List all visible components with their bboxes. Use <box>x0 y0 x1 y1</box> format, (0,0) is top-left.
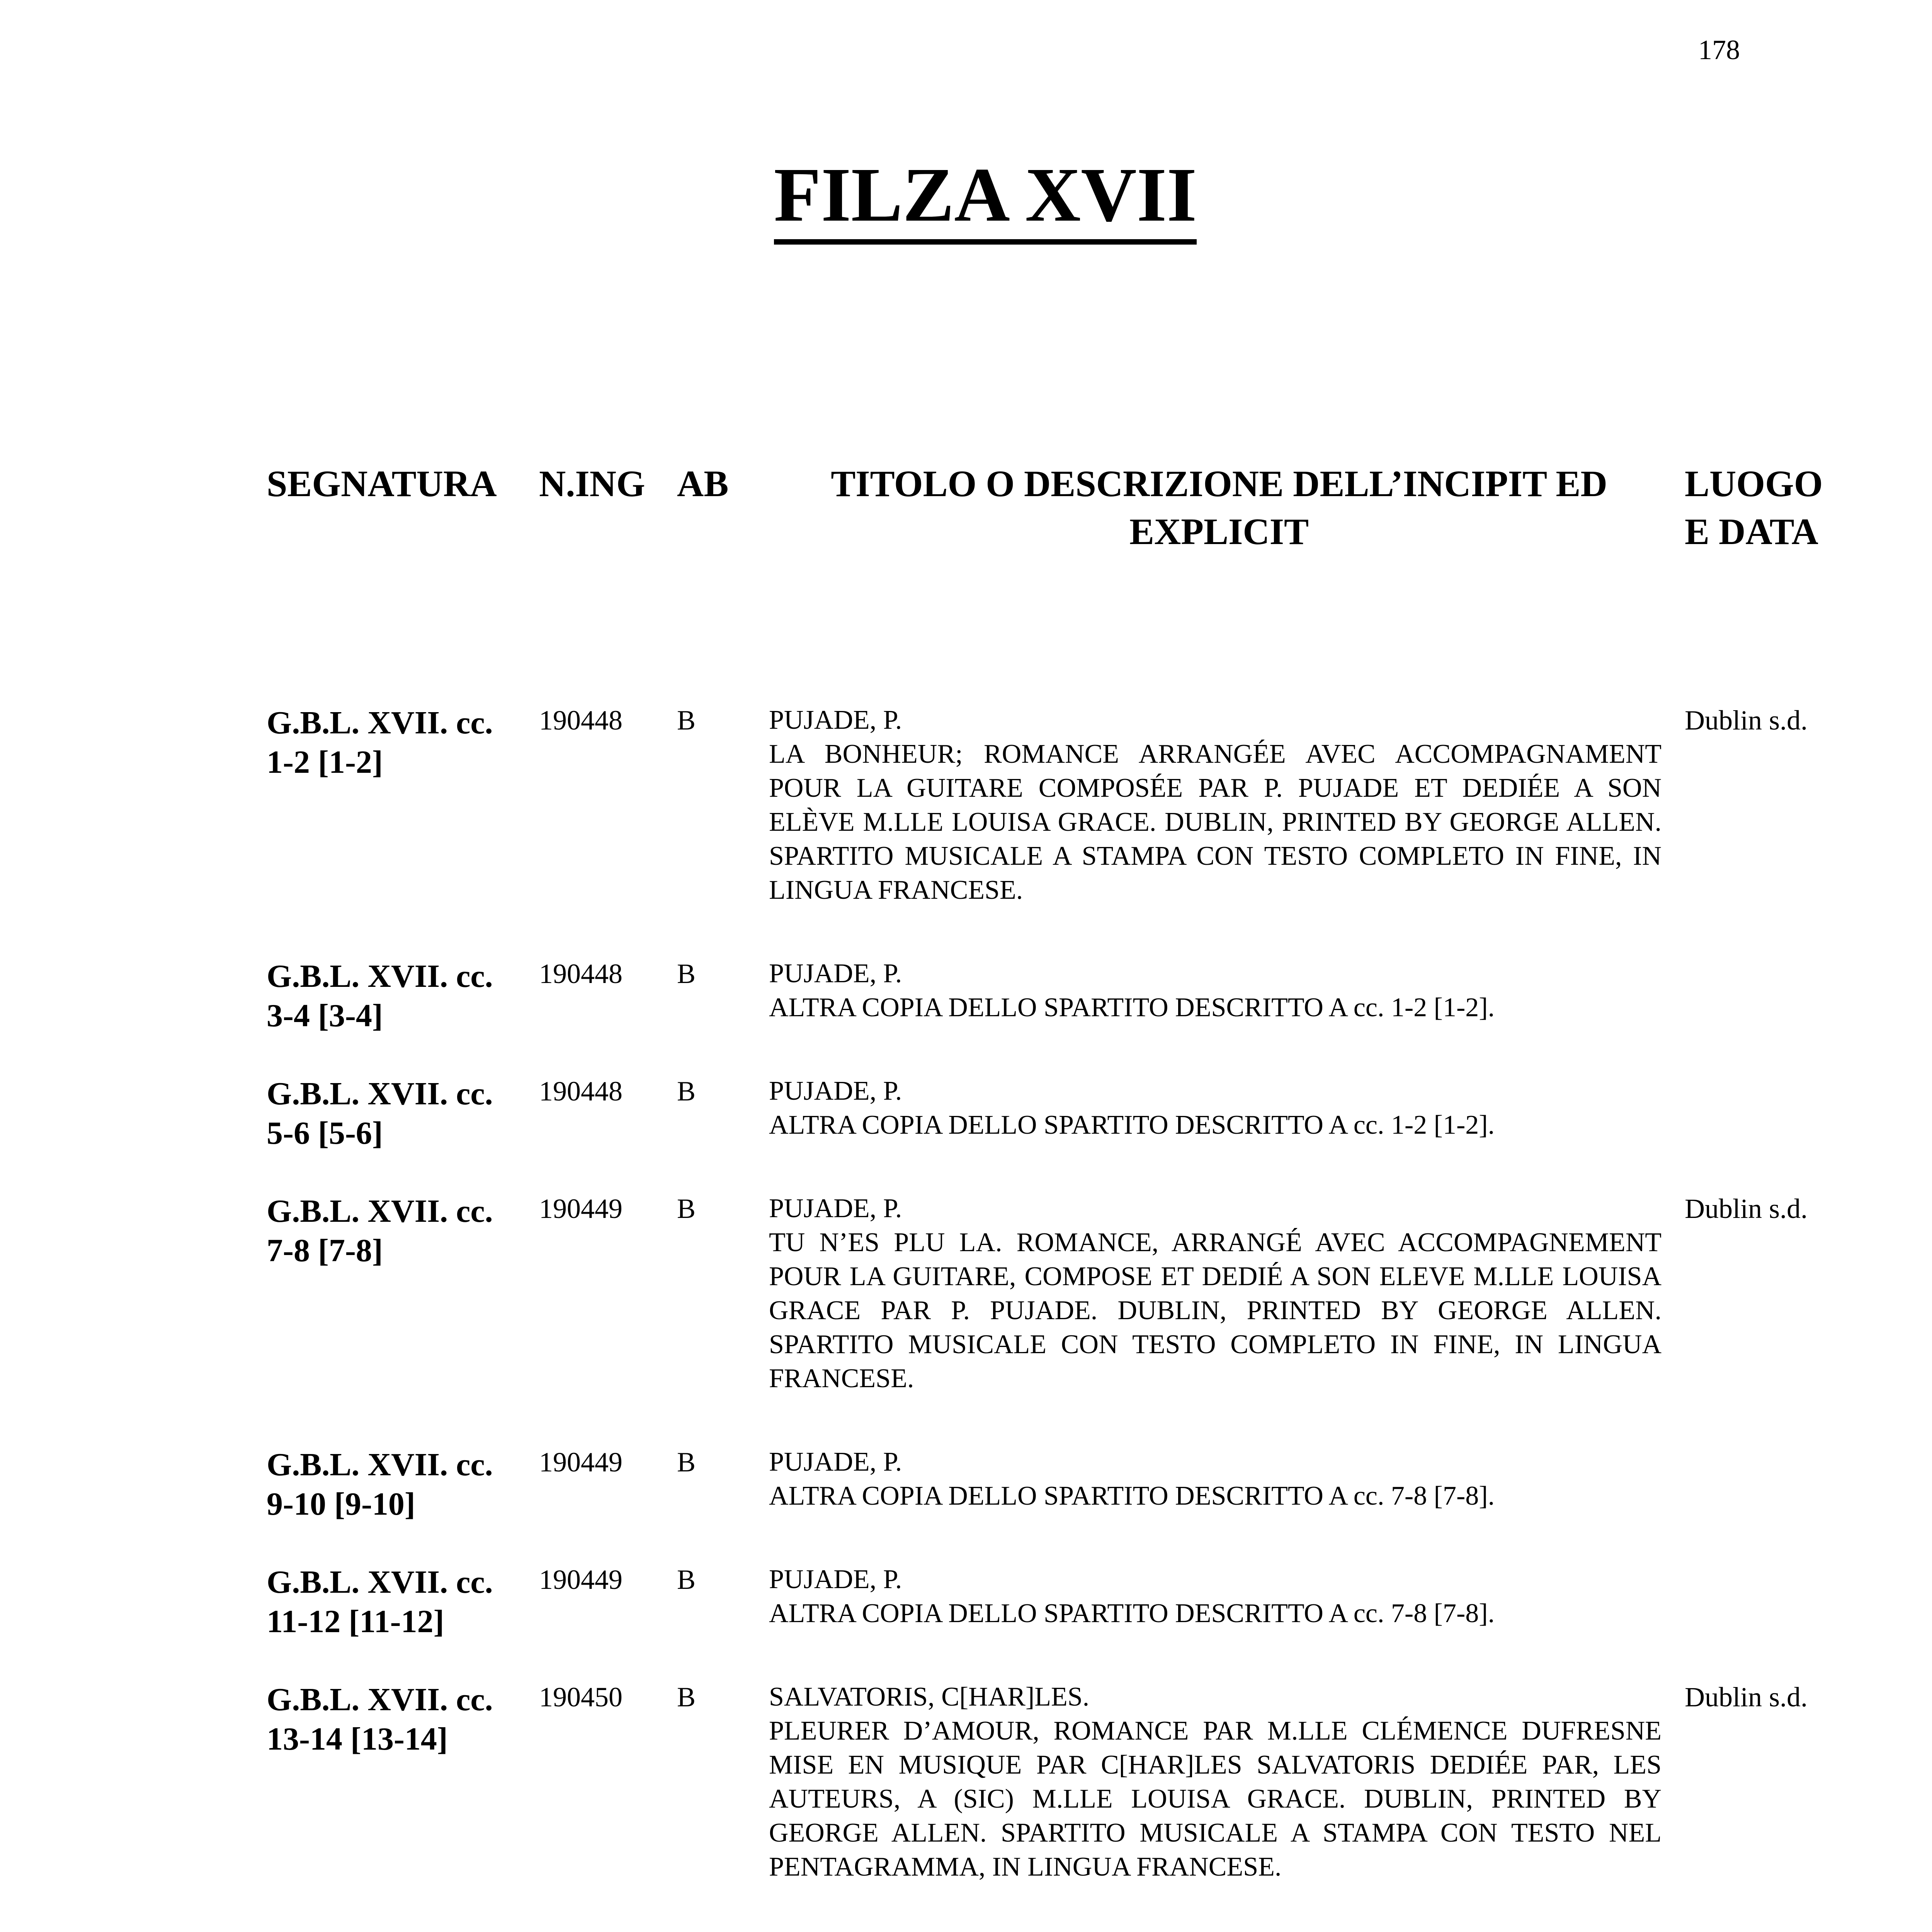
entry-author: PUJADE, P. <box>769 1447 902 1477</box>
cell-description <box>769 1563 1662 1631</box>
cell-ab: B <box>677 705 696 736</box>
cell-description <box>769 957 1662 1025</box>
cell-description <box>769 1445 1662 1513</box>
cell-segnatura: G.B.L. XVII. cc. 1-2 [1-2] <box>267 705 493 780</box>
cell-n-ing: 190450 <box>539 1682 622 1713</box>
entry-text: ALTRA COPIA DELLO SPARTITO DESCRITTO A cc. 7-8 [7-8]. <box>769 1481 1495 1511</box>
cell-n-ing: 190449 <box>539 1447 622 1478</box>
table-row <box>0 957 1932 1034</box>
entry-text: ALTRA COPIA DELLO SPARTITO DESCRITTO A cc. 7-8 [7-8]. <box>769 1599 1495 1628</box>
page-title-text: FILZA XVII <box>774 152 1197 245</box>
entry-text: ALTRA COPIA DELLO SPARTITO DESCRITTO A cc. 1-2 [1-2]. <box>769 993 1495 1022</box>
header-titolo: TITOLO O DESCRIZIONE DELL’INCIPIT ED EXPLICIT <box>831 463 1607 552</box>
entry-text: TU N’ES PLU LA. ROMANCE, ARRANGÉ AVEC ACCOMPAGNEMENT POUR LA GUITARE, COMPOSE ET DEDIÉ A SON ELEVE M.LLE LOUISA GRACE PAR P. PUJADE. DUBLIN, PRINTED BY GEORGE ALLEN. SPARTITO MUSICALE CON TESTO COMPLETO IN FINE, IN LINGUA FRANCESE. <box>769 1228 1662 1393</box>
table-row <box>0 1074 1932 1151</box>
entry-text: PLEURER D’AMOUR, ROMANCE PAR M.LLE CLÉMENCE DUFRESNE MISE EN MUSIQUE PAR C[HAR]LES SALVATORIS DEDIÉE PAR, LES AUTEURS, A (SIC) M.LLE LOUISA GRACE. DUBLIN, PRINTED BY GEORGE ALLEN. SPARTITO MUSICALE A STAMPA CON TESTO NEL PENTAGRAMMA, IN LINGUA FRANCESE. <box>769 1716 1662 1882</box>
cell-segnatura: G.B.L. XVII. cc. 11-12 [11-12] <box>267 1564 493 1639</box>
cell-ab: B <box>677 1076 696 1107</box>
entry-author: PUJADE, P. <box>769 705 902 735</box>
page-number: 178 <box>1698 34 1740 65</box>
cell-description <box>769 703 1662 907</box>
cell-segnatura: G.B.L. XVII. cc. 3-4 [3-4] <box>267 958 493 1034</box>
cell-ab: B <box>677 1447 696 1478</box>
cell-luogo: Dublin s.d. <box>1685 705 1808 736</box>
entry-author: PUJADE, P. <box>769 1076 902 1106</box>
cell-ab: B <box>677 1193 696 1224</box>
cell-segnatura: G.B.L. XVII. cc. 7-8 [7-8] <box>267 1193 493 1269</box>
cell-n-ing: 190448 <box>539 958 622 989</box>
table-row <box>0 1445 1932 1522</box>
header-ab: AB <box>677 463 729 504</box>
cell-luogo: Dublin s.d. <box>1685 1193 1808 1224</box>
header-luogo: LUOGO E DATA <box>1685 463 1823 552</box>
cell-segnatura: G.B.L. XVII. cc. 9-10 [9-10] <box>267 1447 493 1522</box>
cell-description <box>769 1680 1662 1884</box>
entry-author: PUJADE, P. <box>769 1565 902 1594</box>
table-header <box>0 460 1932 560</box>
cell-segnatura: G.B.L. XVII. cc. 5-6 [5-6] <box>267 1076 493 1151</box>
cell-n-ing: 190448 <box>539 1076 622 1107</box>
cell-ab: B <box>677 958 696 989</box>
entry-author: PUJADE, P. <box>769 1194 902 1223</box>
header-n-ing: N.ING <box>539 463 645 504</box>
cell-ab: B <box>677 1682 696 1713</box>
header-segnatura: SEGNATURA <box>267 463 497 504</box>
cell-n-ing: 190448 <box>539 705 622 736</box>
entries-table <box>0 703 1932 1932</box>
cell-description <box>769 1074 1662 1142</box>
entry-author: SALVATORIS, C[HAR]LES. <box>769 1682 1090 1712</box>
cell-ab: B <box>677 1564 696 1595</box>
cell-luogo: Dublin s.d. <box>1685 1682 1808 1713</box>
cell-description <box>769 1192 1662 1396</box>
table-row <box>0 1563 1932 1639</box>
cell-n-ing: 190449 <box>539 1564 622 1595</box>
page-title <box>0 151 1932 239</box>
entry-author: PUJADE, P. <box>769 959 902 988</box>
cell-segnatura: G.B.L. XVII. cc. 13-14 [13-14] <box>267 1682 493 1757</box>
entry-text: ALTRA COPIA DELLO SPARTITO DESCRITTO A cc. 1-2 [1-2]. <box>769 1110 1495 1140</box>
table-row <box>0 703 1932 907</box>
cell-n-ing: 190449 <box>539 1193 622 1224</box>
table-row <box>0 1192 1932 1396</box>
entry-text: LA BONHEUR; ROMANCE ARRANGÉE AVEC ACCOMPAGNAMENT POUR LA GUITARE COMPOSÉE PAR P. PUJADE ET DEDIÉE A SON ELÈVE M.LLE LOUISA GRACE. DUBLIN, PRINTED BY GEORGE ALLEN. SPARTITO MUSICALE A STAMPA CON TESTO COMPLETO IN FINE, IN LINGUA FRANCESE. <box>769 739 1662 905</box>
table-row <box>0 1680 1932 1884</box>
